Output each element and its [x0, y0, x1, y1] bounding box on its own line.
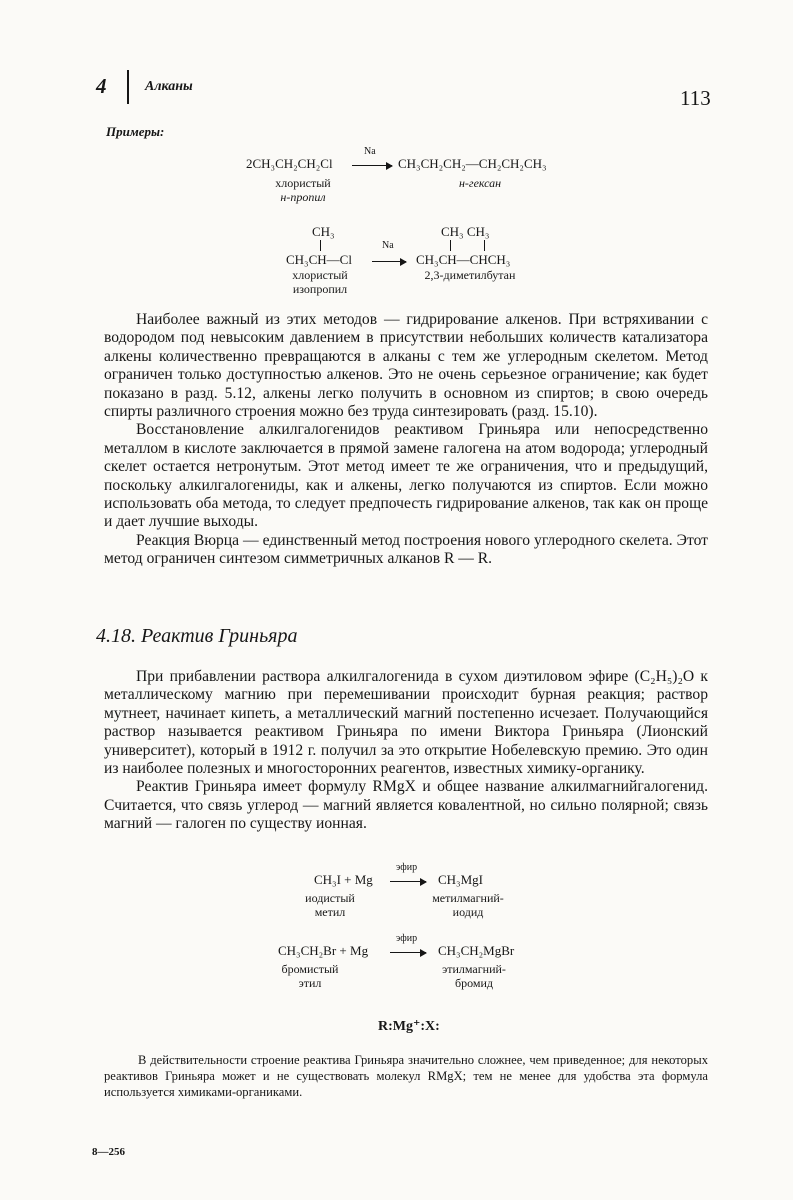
rxn1-reactant-name-2: н-пропил — [280, 190, 326, 204]
rxn3-reactant-name-2: метил — [314, 905, 346, 919]
chapter-title: Алканы — [145, 79, 193, 94]
rxn2-product-bond-2 — [484, 240, 485, 251]
text-block-2 — [104, 668, 708, 834]
rxn4-reactant: CH₃CH₂Br + Mg — [278, 943, 369, 958]
examples-label: Примеры: — [106, 124, 165, 139]
rxn2-product: CH₃CH—CHCH₃ — [416, 252, 511, 267]
paragraph-grignard-intro: При прибавлении раствора алкилгалогенида в сухом диэтиловом эфире (C₂H₅)₂O к металлическому магнию при перемешивании происходит бурная реакция; раствор мутнеет, начинает кипеть, а металлический магний постепенно исчезает. Получающийся раствор называется реактивом Гриньяра по имени Виктора Гриньяра (Лионский университет), который в 1912 г. получил за это открытие Нобелевскую премию. Это один из наиболее полезных и многосторонних реагентов, известных химику-органику. — [104, 668, 708, 778]
rxn3-reactant: CH₃I + Mg — [314, 872, 373, 887]
paragraph-wurtz: Реакция Вюрца — единственный метод построения нового углеродного скелета. Этот метод ограничен синтезом симметричных алканов R — R. — [104, 531, 708, 568]
lewis-formula: R:Mg⁺:X: — [378, 1019, 440, 1034]
rxn2-product-methyls: CH₃ CH₃ — [441, 224, 490, 239]
rxn4-reactant-name-1: бромистый — [281, 962, 339, 976]
section-title: 4.18. Реактив Гриньяра — [96, 625, 298, 647]
rxn2-product-bond-1 — [450, 240, 451, 251]
rxn1-product: CH₃CH₂CH₂—CH₂CH₂CH₃ — [398, 156, 547, 171]
rxn4-product: CH₃CH₂MgBr — [438, 943, 515, 958]
footnote — [104, 1052, 708, 1100]
rxn1-arrow — [352, 165, 392, 166]
paragraph-hydrogenation: Наиболее важный из этих методов — гидрирование алкенов. При встряхивании с водородом под невысоким давлением в присутствии небольших количеств катализатора алкены количественно превращаются в алканы с тем же углеродным скелетом. Метод ограничен только доступностью алкенов. Это не очень серьезное ограничение; как будет показано в разд. 5.12, алкены легко получить в основном из спиртов; в свою очередь спирты различного строения можно без труда синтезировать (разд. 15.10). — [104, 311, 708, 421]
rxn2-reactant: CH₃CH—Cl — [286, 252, 352, 267]
paragraph-reduction: Восстановление алкилгалогенидов реактивом Гриньяра или непосредственно металлом в кислоте заключается в прямой замене галогена на атом водорода; углеродный скелет остается нетронутым. Этот метод имеет те же ограничения, что и предыдущий, поскольку алкилгалогениды, как и алкены, легко получаются из спиртов. Если можно использовать оба метода, то следует предпочесть гидрирование алкенов, так как он проще и дает лучшие выходы. — [104, 421, 708, 531]
rxn3-arrow — [390, 881, 426, 882]
rxn4-reagent: эфир — [396, 933, 418, 944]
page-number: 113 — [680, 86, 711, 110]
rxn2-reactant-methyl: CH₃ — [312, 224, 335, 239]
rxn4-reactant-name-2: этил — [298, 976, 322, 990]
text-block-1 — [104, 311, 708, 569]
chapter-number: 4 — [96, 74, 107, 98]
rxn1-reagent: Na — [364, 146, 376, 157]
rxn3-reactant-name-1: иодистый — [305, 891, 355, 905]
paragraph-grignard-formula: Реактив Гриньяра имеет формулу RMgX и общее название алкилмагнийгалогенид. Считается, что связь углерод — магний является ковалентной, но сильно полярной; связь магний — галоген по существу ионная. — [104, 778, 708, 833]
rxn1-product-name: н-гексан — [458, 176, 502, 190]
rxn4-product-name-1: этилмагний- — [442, 962, 506, 976]
signature-code: 8—256 — [92, 1146, 125, 1158]
rxn3-product-name-2: иодид — [452, 905, 484, 919]
rxn3-reagent: эфир — [396, 862, 418, 873]
header-divider — [127, 70, 129, 104]
rxn2-reagent: Na — [382, 240, 394, 251]
rxn4-product-name-2: бромид — [455, 976, 493, 990]
footnote-text: В действительности строение реактива Гриньяра значительно сложнее, чем приведенное; для некоторых реактивов Гриньяра может и не существовать молекул RMgX; тем не менее для удобства эта формула используется химиками-органиками. — [104, 1053, 708, 1099]
rxn2-reactant-bond — [320, 240, 321, 251]
rxn2-reactant-name-2: изопропил — [292, 282, 348, 296]
rxn2-reactant-name-1: хлористый — [292, 268, 348, 282]
rxn1-reactant-name-1: хлористый — [275, 176, 331, 190]
rxn4-arrow — [390, 952, 426, 953]
rxn3-product: CH₃MgI — [438, 872, 483, 887]
rxn2-arrow — [372, 261, 406, 262]
rxn3-product-name-1: метилмагний- — [432, 891, 504, 905]
rxn2-product-name: 2,3-диметилбутан — [424, 268, 516, 282]
rxn1-reactant: 2CH₃CH₂CH₂Cl — [246, 156, 333, 171]
